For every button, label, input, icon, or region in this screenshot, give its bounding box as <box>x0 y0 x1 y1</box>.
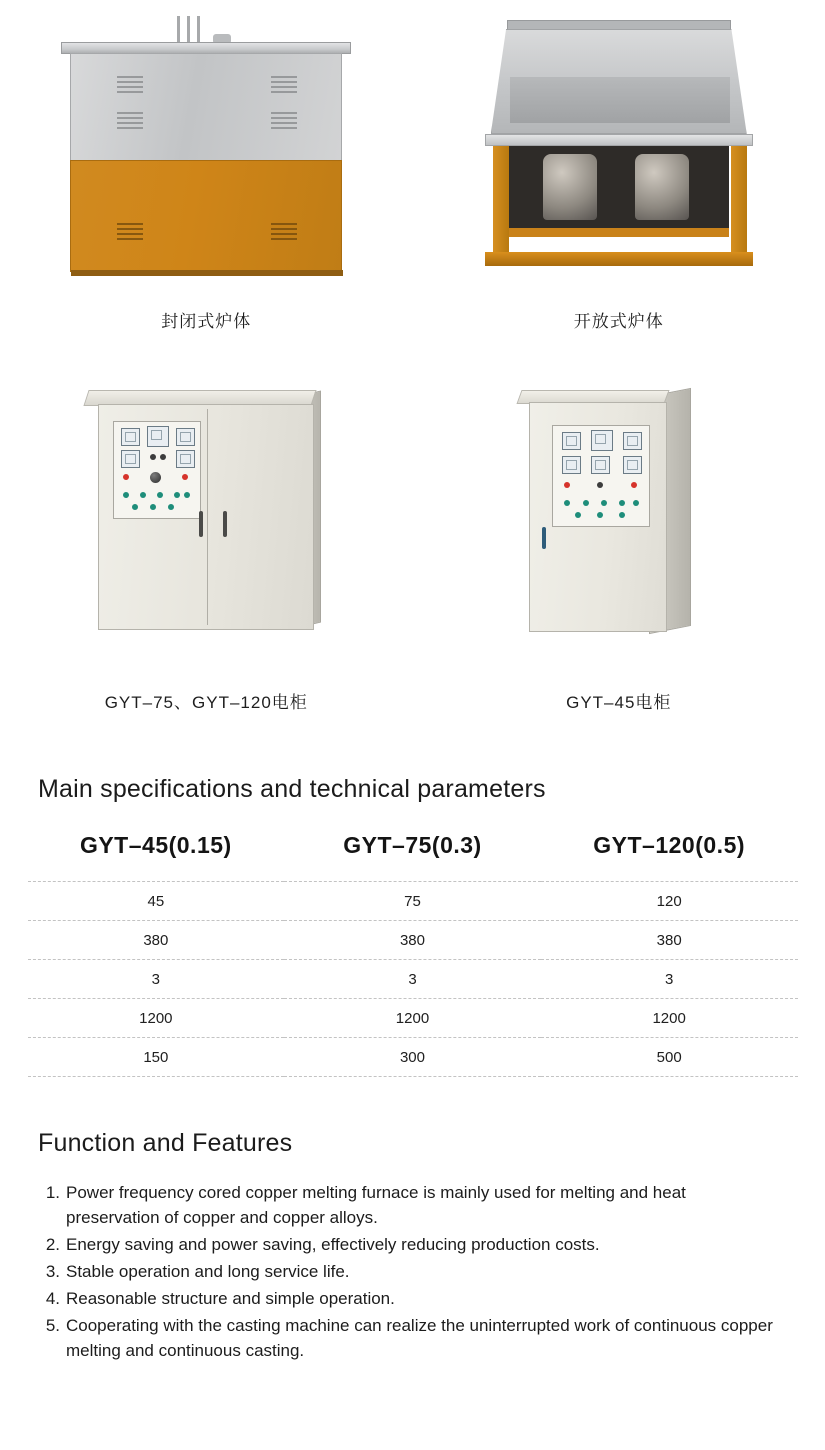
column-header: GYT–45(0.15) <box>79 832 232 858</box>
meter-icon <box>623 456 642 474</box>
table-cell: 45 <box>28 882 285 921</box>
rotary-knob[interactable] <box>150 472 161 483</box>
table-cell: 3 <box>284 960 541 999</box>
hood-shadow <box>510 77 730 123</box>
table-cell: 3 <box>28 960 285 999</box>
table-row <box>28 921 798 960</box>
meter-icon <box>591 430 613 451</box>
open-furnace-image <box>469 16 769 271</box>
specs-title: Main specifications and technical parameters <box>38 775 546 803</box>
vent-icon <box>271 223 297 243</box>
list-item <box>36 1286 776 1311</box>
product-gallery <box>0 0 825 713</box>
meter-icon <box>591 456 610 474</box>
indicator-lamp <box>631 482 637 488</box>
gallery-row-cabinets <box>0 390 825 713</box>
table-cell: 380 <box>28 921 285 960</box>
cabinet-handle[interactable] <box>542 527 546 549</box>
table-cell: 120 <box>541 882 798 921</box>
list-item-number: 4. <box>45 1289 60 1308</box>
indicator-lamp <box>601 500 607 506</box>
control-panel <box>113 421 201 519</box>
meter-icon <box>176 428 195 446</box>
gallery-item-open-furnace <box>439 16 799 332</box>
list-item <box>36 1259 776 1284</box>
cabinet-door-split <box>207 409 208 625</box>
column-header: GYT–75(0.3) <box>343 832 482 858</box>
table-row <box>28 960 798 999</box>
indicator-lamp <box>619 512 625 518</box>
table-row <box>28 1038 798 1077</box>
indicator-lamp <box>619 500 625 506</box>
pipe-icon <box>177 16 180 42</box>
furnace-upper-panel <box>70 53 342 161</box>
indicator-lamp <box>597 482 603 488</box>
indicator-lamp <box>157 492 163 498</box>
table-cell: 1200 <box>541 999 798 1038</box>
gallery-row-furnaces <box>0 16 825 332</box>
indicator-lamp <box>150 454 156 460</box>
meter-icon <box>562 456 581 474</box>
table-cell: 300 <box>284 1038 541 1077</box>
list-item-number: 1. <box>45 1183 60 1202</box>
table-cell: 1200 <box>28 999 285 1038</box>
frame-base <box>485 252 753 266</box>
table-cell: 1200 <box>284 999 541 1038</box>
gallery-caption: 开放式炉体 <box>573 312 664 331</box>
column-header: GYT–120(0.5) <box>593 832 746 858</box>
indicator-lamp <box>575 512 581 518</box>
meter-icon <box>176 450 195 468</box>
list-item-text: Power frequency cored copper melting furnace is mainly used for melting and heat preservation of copper and copper alloys. <box>66 1183 686 1227</box>
meter-icon <box>121 450 140 468</box>
induction-coil <box>635 154 689 220</box>
features-title: Function and Features <box>38 1129 293 1157</box>
indicator-lamp <box>633 500 639 506</box>
vent-icon <box>117 223 143 243</box>
indicator-lamp <box>160 454 166 460</box>
table-cell: 3 <box>541 960 798 999</box>
closed-furnace-image <box>61 16 351 271</box>
meter-icon <box>562 432 581 450</box>
gallery-caption: 封闭式炉体 <box>161 312 252 331</box>
features-list <box>36 1180 776 1363</box>
indicator-lamp <box>140 492 146 498</box>
gallery-caption: GYT–75、GYT–120电柜 <box>104 693 308 712</box>
frame-leg <box>493 146 509 264</box>
list-item-number: 5. <box>45 1316 60 1335</box>
list-item <box>36 1180 776 1230</box>
meter-icon <box>623 432 642 450</box>
induction-coil <box>543 154 597 220</box>
furnace-hood <box>491 29 747 134</box>
list-item <box>36 1313 776 1363</box>
cabinet-handle[interactable] <box>223 511 227 537</box>
table-cell: 380 <box>541 921 798 960</box>
furnace-lower-panel <box>70 160 342 272</box>
gallery-item-gyt75-gyt120-cabinet <box>26 390 386 713</box>
list-item-text: Stable operation and long service life. <box>66 1262 350 1281</box>
table-cell: 500 <box>541 1038 798 1077</box>
vent-icon <box>117 112 143 132</box>
meter-icon <box>121 428 140 446</box>
table-cell: 380 <box>284 921 541 960</box>
indicator-lamp <box>184 492 190 498</box>
table-cell: 75 <box>284 882 541 921</box>
indicator-lamp <box>123 492 129 498</box>
table-header-row <box>28 830 798 882</box>
indicator-lamp <box>564 500 570 506</box>
gallery-item-gyt45-cabinet <box>439 390 799 713</box>
vent-icon <box>117 76 143 96</box>
gallery-item-closed-furnace <box>26 16 386 332</box>
single-door-cabinet-image <box>519 390 719 640</box>
list-item <box>36 1232 776 1257</box>
furnace-interior <box>509 146 729 230</box>
gallery-caption: GYT–45电柜 <box>566 693 672 712</box>
indicator-lamp <box>182 474 188 480</box>
furnace-plate <box>485 134 753 146</box>
vent-icon <box>271 76 297 96</box>
two-door-cabinet-image <box>86 390 326 640</box>
indicator-lamp <box>150 504 156 510</box>
cabinet-handle[interactable] <box>199 511 203 537</box>
list-item-text: Cooperating with the casting machine can realize the uninterrupted work of continuous copper melting and continuous casting. <box>66 1316 773 1360</box>
meter-icon <box>147 426 169 447</box>
specifications-table <box>28 830 798 1077</box>
table-row <box>28 999 798 1038</box>
list-item-text: Reasonable structure and simple operation. <box>66 1289 395 1308</box>
indicator-lamp <box>123 474 129 480</box>
cabinet-body <box>98 404 314 630</box>
list-item-number: 3. <box>45 1262 60 1281</box>
indicator-lamp <box>132 504 138 510</box>
table-row <box>28 882 798 921</box>
list-item-text: Energy saving and power saving, effectively reducing production costs. <box>66 1235 600 1254</box>
indicator-lamp <box>168 504 174 510</box>
indicator-lamp <box>597 512 603 518</box>
indicator-lamp <box>174 492 180 498</box>
control-panel <box>552 425 650 527</box>
vent-icon <box>271 112 297 132</box>
cabinet-body <box>529 402 667 632</box>
furnace-cap-lid <box>507 20 731 30</box>
frame-leg <box>731 146 747 264</box>
indicator-lamp <box>583 500 589 506</box>
table-cell: 150 <box>28 1038 285 1077</box>
indicator-lamp <box>564 482 570 488</box>
list-item-number: 2. <box>45 1235 60 1254</box>
frame-beam <box>509 228 729 237</box>
